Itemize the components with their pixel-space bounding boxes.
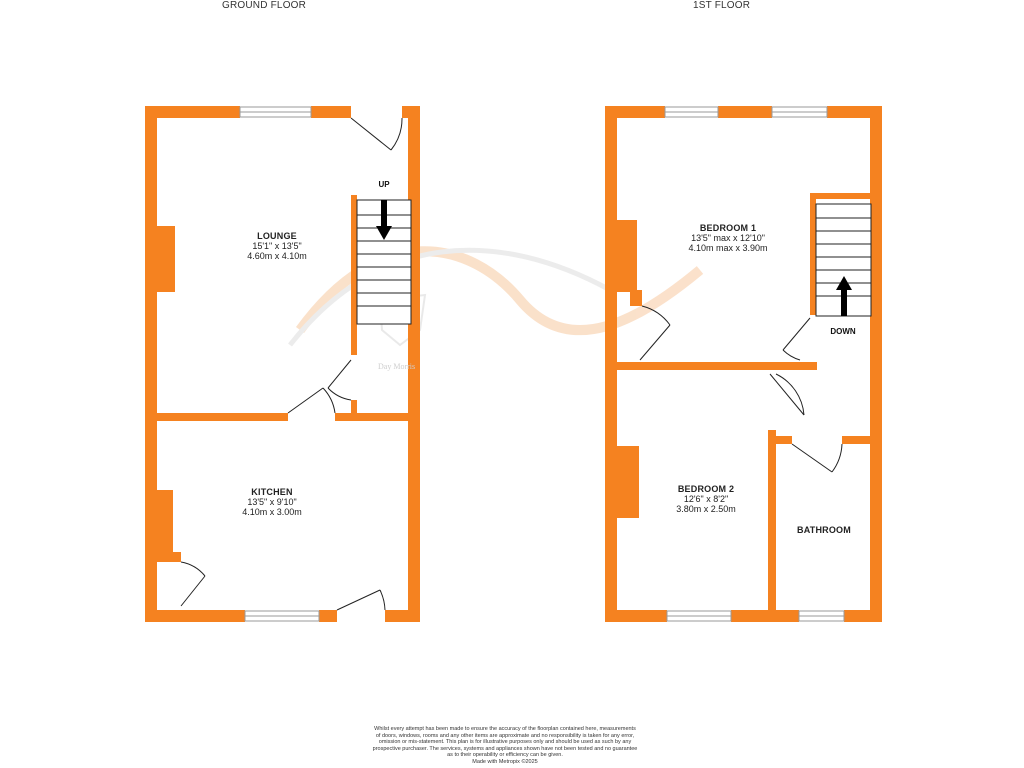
disclaimer-line: prospective purchaser. The services, systems and appliances shown have not been tested and no guarantee xyxy=(372,745,638,752)
disclaimer-line: as to their operability or efficiency can be given. xyxy=(447,752,563,759)
ground-floor-title: GROUND FLOOR xyxy=(222,0,307,11)
disclaimer xyxy=(330,726,680,766)
stairs-down-label: DOWN xyxy=(830,327,856,336)
kitchen-name: KITCHEN xyxy=(251,487,293,497)
lounge-imperial: 15'1" x 13'5" xyxy=(252,241,302,251)
first-floor-walls xyxy=(605,106,882,622)
lounge-door-icon xyxy=(288,388,335,413)
landing-door-icon xyxy=(783,318,810,360)
bathroom-label xyxy=(797,525,851,535)
bathroom-name: BATHROOM xyxy=(797,525,851,535)
disclaimer-line: Made with Metropix ©2025 xyxy=(472,758,538,765)
disclaimer-line: of doors, windows, rooms and any other items are approximate and no responsibility is taken for any error, xyxy=(375,732,635,739)
bedroom1-imperial: 13'5" max x 12'10" xyxy=(691,233,765,243)
bedroom2-name: BEDROOM 2 xyxy=(677,484,735,494)
lounge-name: LOUNGE xyxy=(257,231,297,241)
bedroom2-label xyxy=(676,484,736,514)
ground-floor-windows xyxy=(240,107,319,621)
disclaimer-line: Whilst every attempt has been made to ensure the accuracy of the floorplan contained here, measurements xyxy=(374,726,636,732)
lounge-label xyxy=(247,231,307,261)
front-door-icon xyxy=(351,118,402,150)
kitchen-imperial: 13'5" x 9'10" xyxy=(247,497,297,507)
kitchen-label xyxy=(242,487,302,517)
kitchen-side-door-icon xyxy=(181,562,205,606)
bathroom-door-icon xyxy=(792,444,842,472)
first-floor-doors xyxy=(640,306,842,472)
understair-door-icon xyxy=(328,360,351,400)
back-door-icon xyxy=(337,590,385,610)
ground-floor-doors xyxy=(181,118,402,610)
bedroom1-metric: 4.10m max x 3.90m xyxy=(688,243,768,253)
stairs-up-label: UP xyxy=(378,180,390,189)
bedroom2-door-icon xyxy=(770,374,804,415)
first-floor-title: 1ST FLOOR xyxy=(693,0,751,11)
bedroom2-imperial: 12'6" x 8'2" xyxy=(683,494,729,504)
bedroom2-metric: 3.80m x 2.50m xyxy=(676,504,736,514)
bedroom1-name: BEDROOM 1 xyxy=(699,223,757,233)
bedroom1-label xyxy=(688,223,767,253)
watermark-text: Day Morris xyxy=(378,362,416,371)
kitchen-metric: 4.10m x 3.00m xyxy=(242,507,302,517)
lounge-metric: 4.60m x 4.10m xyxy=(247,251,307,261)
disclaimer-line: omission or mis-statement. This plan is for illustrative purposes only and should be used as such by any xyxy=(378,739,632,746)
